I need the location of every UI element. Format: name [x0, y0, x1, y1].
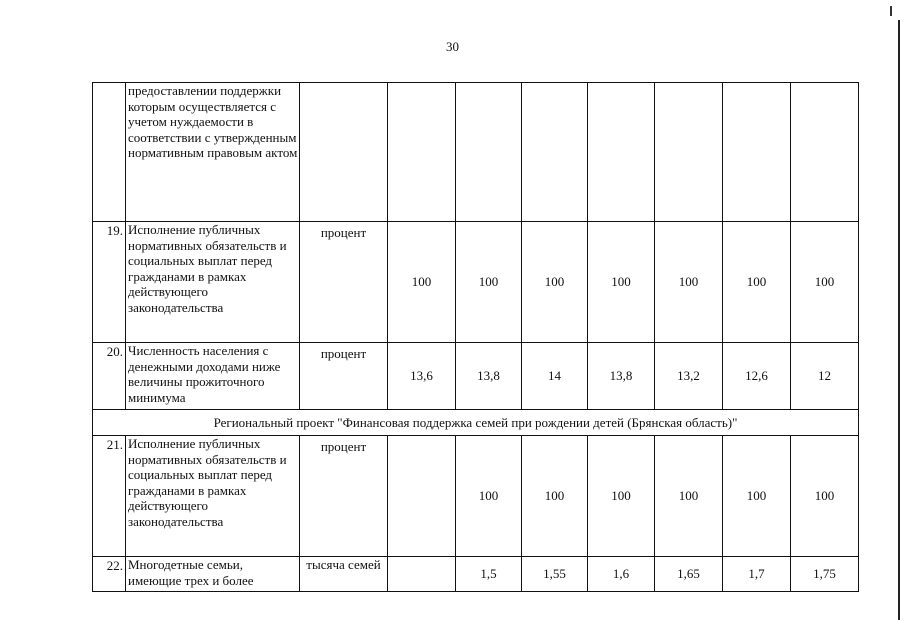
value-cell — [456, 83, 522, 222]
value-cell: 100 — [456, 222, 522, 343]
section-title: Региональный проект "Финансовая поддержка семей при рождении детей (Брянская область)" — [93, 410, 859, 436]
row-number-cell: 20. — [93, 343, 126, 410]
unit-cell: тысяча семей — [300, 557, 388, 592]
table-row — [93, 436, 859, 557]
value-cell — [791, 83, 859, 222]
value-cell: 13,8 — [588, 343, 655, 410]
indicator-name-cell: Численность населения с денежными доходами ниже величины прожиточного минимума — [126, 343, 300, 410]
value-cell — [655, 83, 723, 222]
value-cell: 100 — [791, 222, 859, 343]
value-cell: 1,65 — [655, 557, 723, 592]
value-cell — [723, 83, 791, 222]
value-cell — [388, 436, 456, 557]
value-cell: 100 — [588, 436, 655, 557]
unit-cell — [300, 222, 388, 343]
value-cell: 100 — [456, 436, 522, 557]
value-cell: 1,7 — [723, 557, 791, 592]
value-cell: 13,6 — [388, 343, 456, 410]
scan-edge-line — [898, 20, 900, 620]
value-cell — [522, 83, 588, 222]
value-cell: 100 — [522, 222, 588, 343]
value-cell: 100 — [588, 222, 655, 343]
value-cell: 12,6 — [723, 343, 791, 410]
value-cell: 14 — [522, 343, 588, 410]
unit-label: процент — [320, 225, 367, 240]
table-row — [93, 343, 859, 410]
indicator-name-cell: Исполнение публичных нормативных обязательств и социальных выплат перед гражданами в рамках действующего законодательства — [126, 436, 300, 557]
value-cell — [388, 557, 456, 592]
value-cell: 100 — [723, 436, 791, 557]
value-cell: 13,2 — [655, 343, 723, 410]
indicators-table — [92, 82, 859, 592]
unit-cell — [300, 343, 388, 410]
value-cell: 100 — [655, 436, 723, 557]
table-row — [93, 222, 859, 343]
value-cell: 100 — [723, 222, 791, 343]
unit-cell — [300, 83, 388, 222]
value-cell: 12 — [791, 343, 859, 410]
value-cell: 1,5 — [456, 557, 522, 592]
scan-edge-mark — [890, 6, 892, 16]
table-row — [93, 557, 859, 592]
value-cell: 13,8 — [456, 343, 522, 410]
row-number-cell: 22. — [93, 557, 126, 592]
row-number-cell — [93, 83, 126, 222]
table-row — [93, 83, 859, 222]
indicator-name-cell: Многодетные семьи, имеющие трех и более — [126, 557, 300, 592]
value-cell: 100 — [655, 222, 723, 343]
unit-label: процент — [320, 346, 367, 361]
row-number-cell: 21. — [93, 436, 126, 557]
value-cell: 1,75 — [791, 557, 859, 592]
indicator-name-cell: Исполнение публичных нормативных обязательств и социальных выплат перед гражданами в рамках действующего законодательства — [126, 222, 300, 343]
value-cell: 100 — [522, 436, 588, 557]
value-cell: 1,6 — [588, 557, 655, 592]
section-row — [93, 410, 859, 436]
value-cell: 1,55 — [522, 557, 588, 592]
page-number: 30 — [446, 39, 459, 54]
value-cell — [388, 83, 456, 222]
unit-label: процент — [320, 439, 367, 454]
value-cell — [588, 83, 655, 222]
indicator-name-cell: предоставлении поддержки которым осуществляется с учетом нуждаемости в соответствии с утвержденным нормативным правовым актом — [126, 83, 300, 222]
value-cell: 100 — [388, 222, 456, 343]
value-cell: 100 — [791, 436, 859, 557]
row-number-cell: 19. — [93, 222, 126, 343]
unit-cell — [300, 436, 388, 557]
